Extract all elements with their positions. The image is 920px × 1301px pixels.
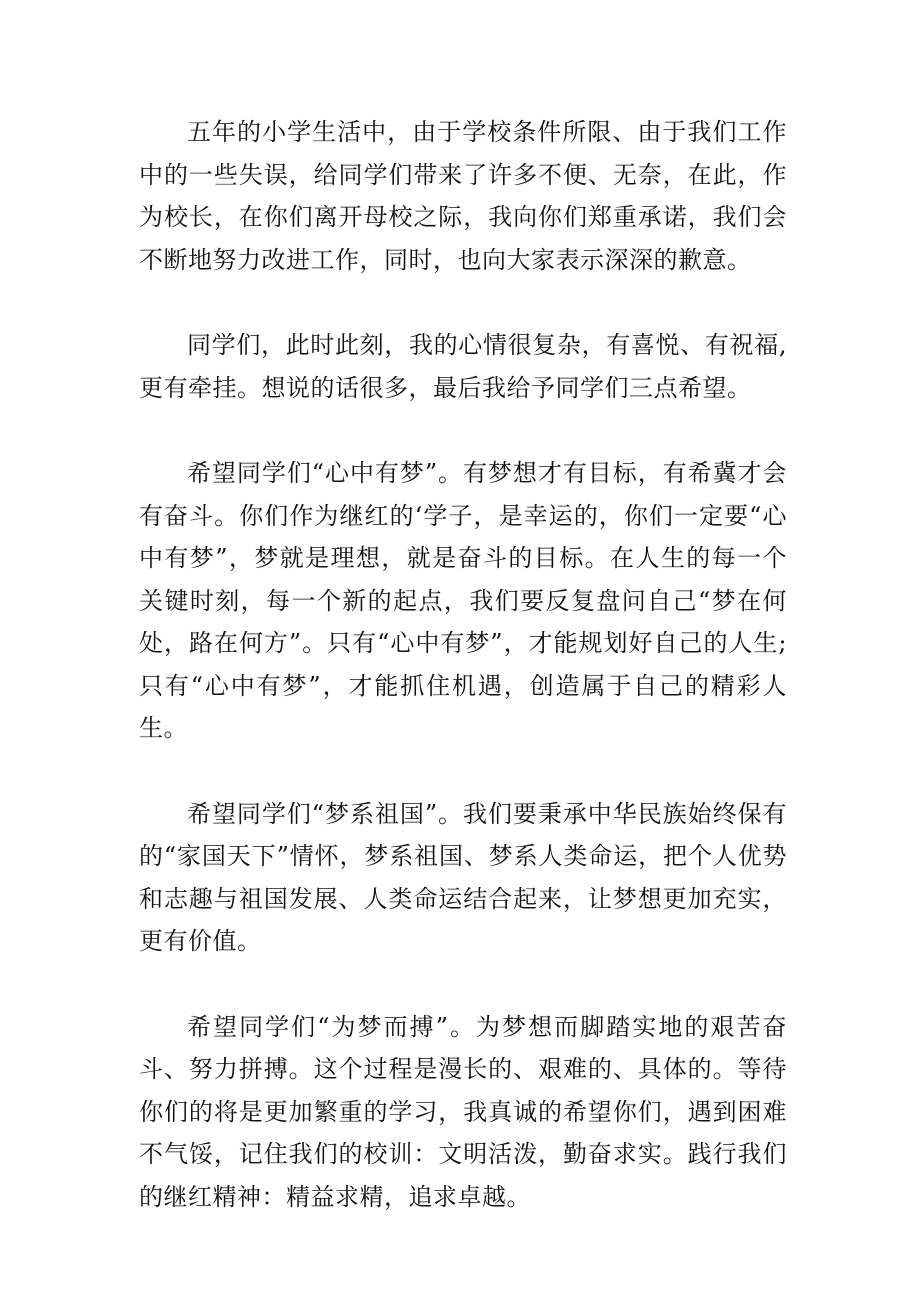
paragraph-feelings: 同学们，此时此刻，我的心情很复杂，有喜悦、有祝福,更有牵挂。想说的话很多，最后我给予同学们三点希望。: [139, 331, 787, 402]
paragraph-hope-strive: 希望同学们“为梦而搏”。为梦想而脚踏实地的艰苦奋斗、努力拼搏。这个过程是漫长的、艰难的、具体的。等待你们的将是更加繁重的学习，我真诚的希望你们，遇到困难不气馁，记住我们的校训：文明活泼，勤奋求实。践行我们的继红精神：精益求精，追求卓越。: [139, 1012, 787, 1211]
document-body: [139, 111, 787, 1261]
paragraph-apology: 五年的小学生活中，由于学校条件所限、由于我们工作中的一些失误，给同学们带来了许多不便、无奈，在此，作为校长，在你们离开母校之际，我向你们郑重承诺，我们会不断地努力改进工作，同时，也向大家表示深深的歉意。: [139, 118, 787, 274]
paragraph-hope-country: 希望同学们“梦系祖国”。我们要秉承中华民族始终保有的“家国天下”情怀，梦系祖国、梦系人类命运，把个人优势和志趣与祖国发展、人类命运结合起来，让梦想更加充实，更有价值。: [139, 799, 787, 955]
paragraph-hope-dream: 希望同学们“心中有梦”。有梦想才有目标，有希冀才会有奋斗。你们作为继红的‘学子，是幸运的，你们一定要“心中有梦”，梦就是理想，就是奋斗的目标。在人生的每一个关键时刻，每一个新的起点，我们要反复盘问自己“梦在何处，路在何方”。只有“心中有梦”，才能规划好自己的人生;只有“心中有梦”，才能抓住机遇，创造属于自己的精彩人生。: [139, 459, 787, 742]
